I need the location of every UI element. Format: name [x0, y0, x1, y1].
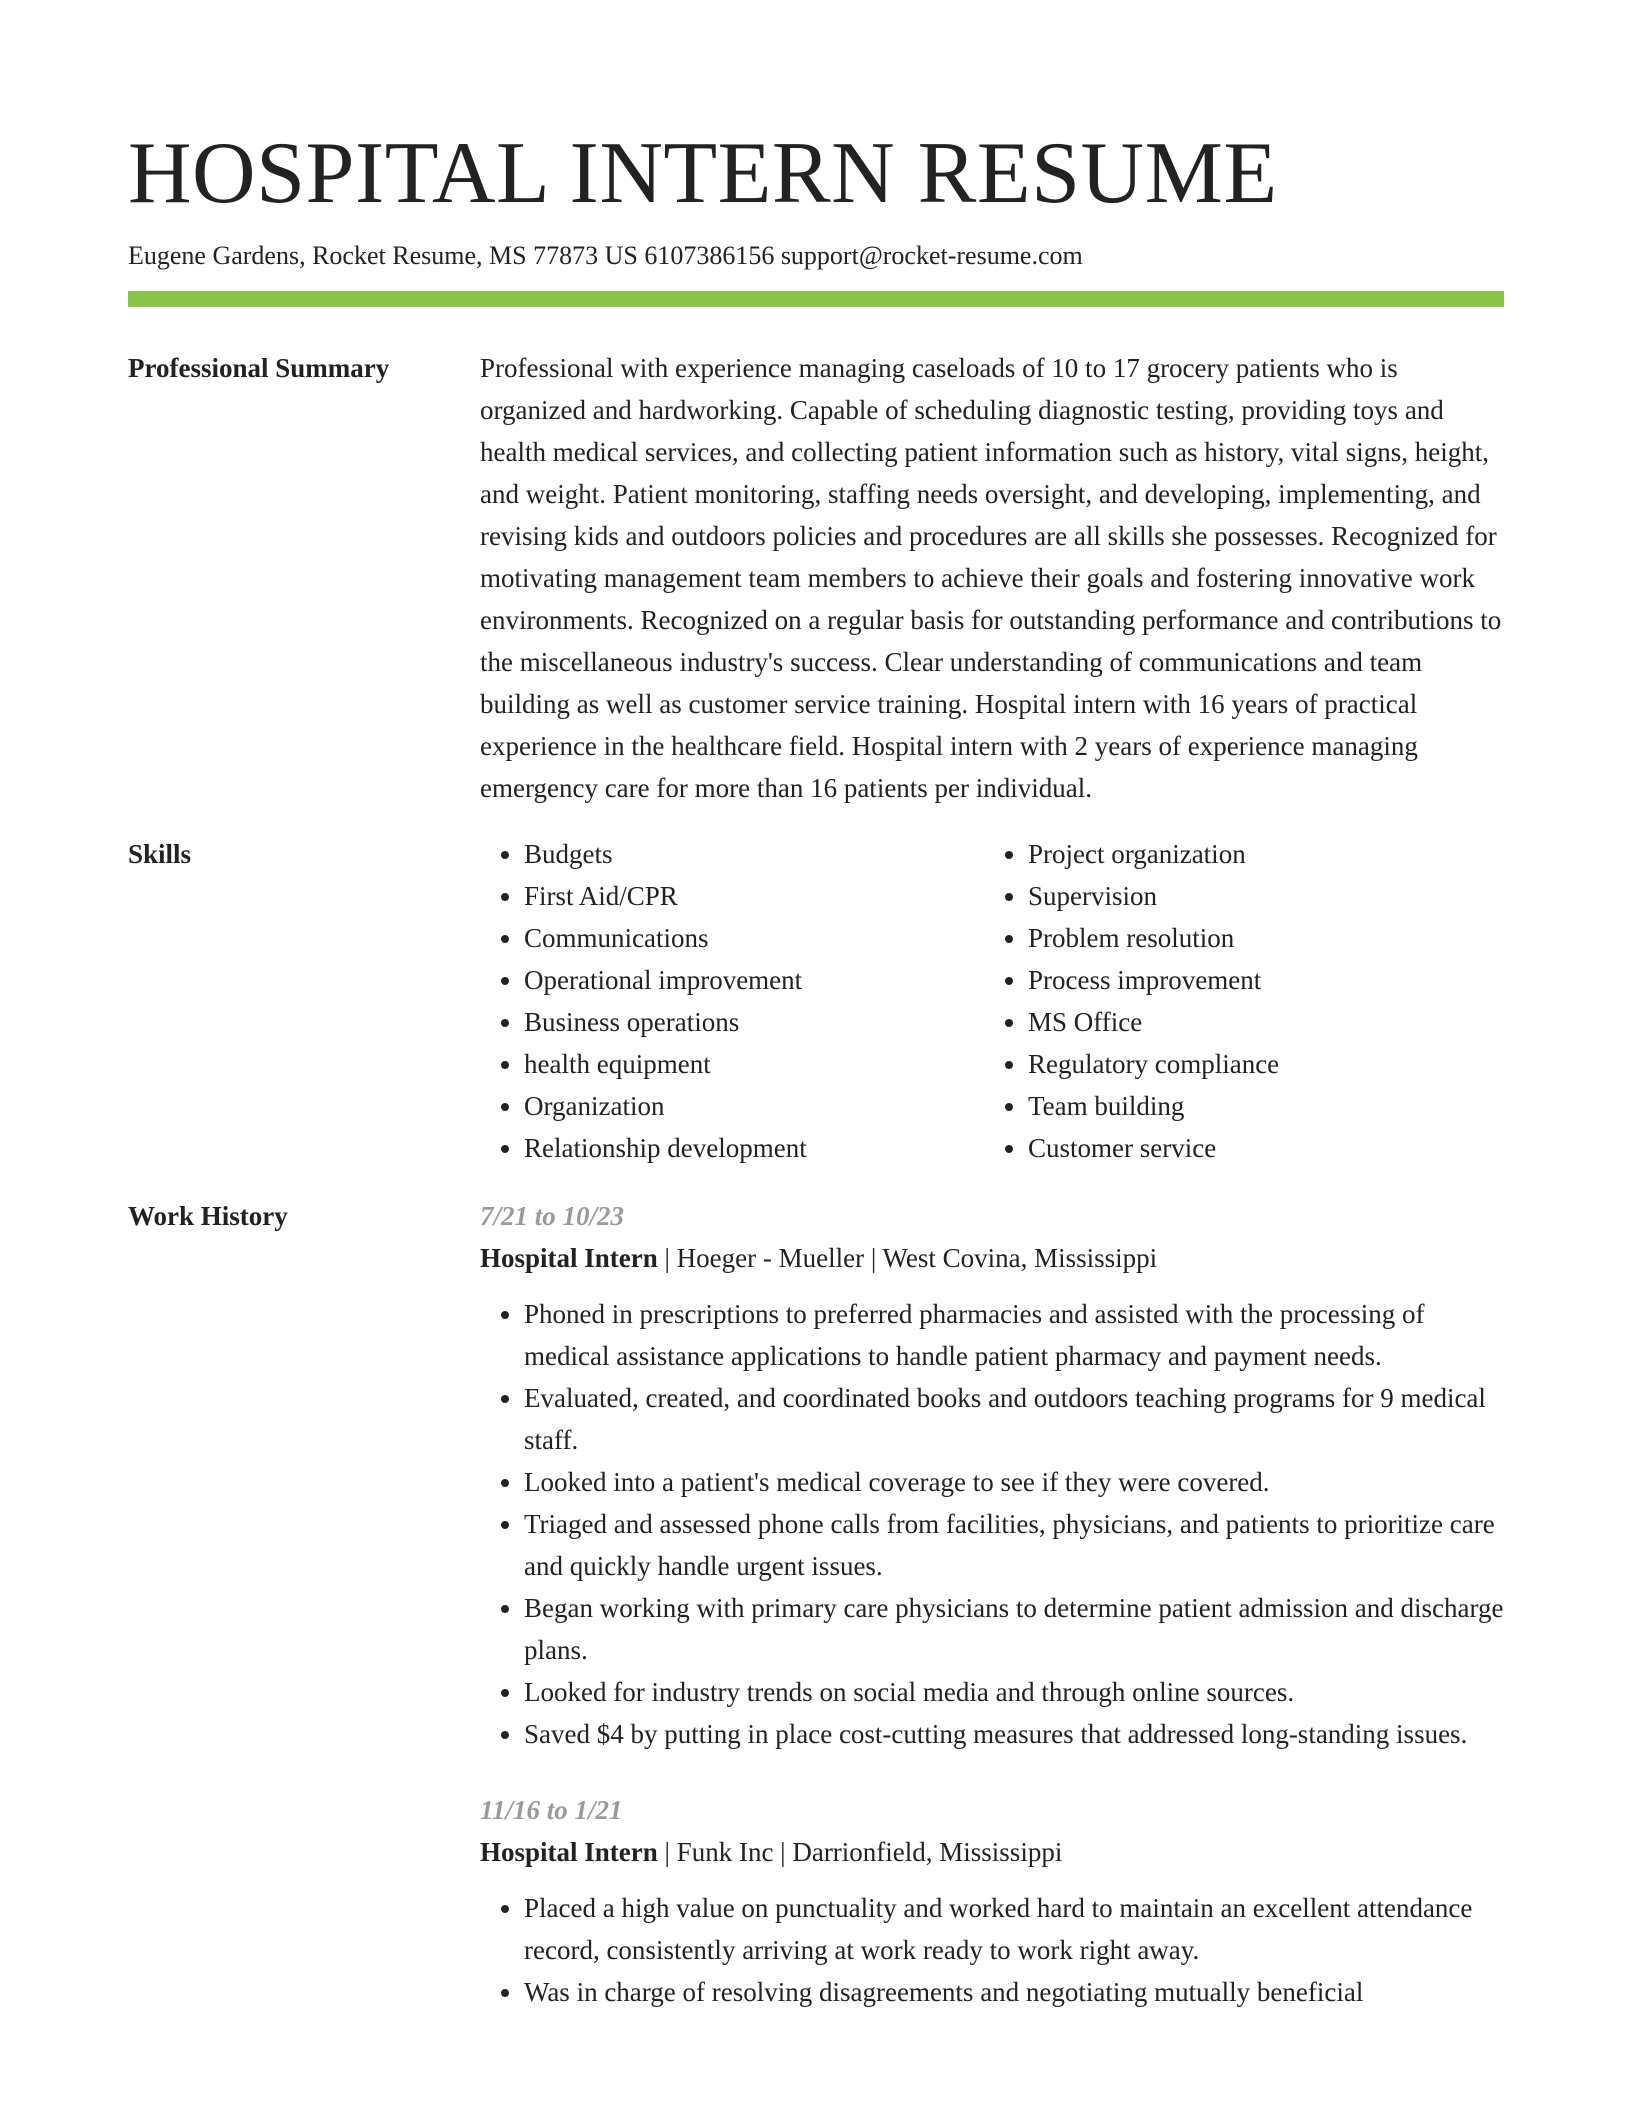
skill-item: • Problem resolution — [1028, 917, 1488, 959]
skill-item: • Operational improvement — [524, 959, 984, 1001]
job-bullet: • Evaluated, created, and coordinated books and outdoors teaching programs for 9 medical staff. — [524, 1377, 1504, 1461]
skill-item: • Business operations — [524, 1001, 984, 1043]
skill-item: • health equipment — [524, 1043, 984, 1085]
job-dates: 7/21 to 10/23 — [480, 1201, 625, 1232]
contact-line: Eugene Gardens, Rocket Resume, MS 77873 US 6107386156 support@rocket-resume.com — [128, 241, 1083, 270]
summary-body — [480, 347, 1504, 809]
summary-section — [128, 355, 1504, 809]
job-bullets — [480, 1293, 1504, 1755]
skill-item: • Project organization — [1028, 833, 1488, 875]
skill-item: • MS Office — [1028, 1001, 1488, 1043]
skills-columns — [480, 833, 1504, 1169]
skill-item: • Supervision — [1028, 875, 1488, 917]
job-entry — [480, 1789, 1504, 2013]
job-title: Hospital Intern — [480, 1243, 658, 1274]
skills-list-left — [480, 833, 984, 1169]
job-bullet: • Began working with primary care physicians to determine patient admission and discharge plans. — [524, 1587, 1504, 1671]
resume-title: HOSPITAL INTERN RESUME — [128, 125, 1278, 222]
work-history-body — [480, 1195, 1504, 2047]
skill-item: • Budgets — [524, 833, 984, 875]
skill-item: • Communications — [524, 917, 984, 959]
work-history-section — [128, 1203, 1504, 2047]
job-bullet: • Placed a high value on punctuality and worked hard to maintain an excellent attendance record, consistently arriving at work ready to work right away. — [524, 1887, 1504, 1971]
skill-item: • Organization — [524, 1085, 984, 1127]
job-entry — [480, 1195, 1504, 1755]
skills-section — [128, 841, 1504, 1169]
skill-item: • First Aid/CPR — [524, 875, 984, 917]
skill-item: • Process improvement — [1028, 959, 1488, 1001]
job-bullet: • Looked for industry trends on social media and through online sources. — [524, 1671, 1504, 1713]
summary-heading: Professional Summary — [128, 353, 390, 384]
job-title-line — [480, 1237, 1504, 1279]
job-details: | Hoeger - Mueller | West Covina, Mississippi — [657, 1243, 1158, 1274]
job-bullet: • Saved $4 by putting in place cost-cutting measures that addressed long-standing issues. — [524, 1713, 1504, 1755]
job-title: Hospital Intern — [480, 1837, 658, 1868]
accent-divider — [128, 291, 1504, 307]
job-title-line — [480, 1831, 1504, 1873]
job-bullet: • Looked into a patient's medical coverage to see if they were covered. — [524, 1461, 1504, 1503]
skills-heading: Skills — [128, 839, 192, 870]
job-bullets — [480, 1887, 1504, 2013]
job-dates: 11/16 to 1/21 — [480, 1795, 623, 1826]
skill-item: • Customer service — [1028, 1127, 1488, 1169]
skill-item: • Relationship development — [524, 1127, 984, 1169]
job-details: | Funk Inc | Darrionfield, Mississippi — [657, 1837, 1063, 1868]
skills-list-right — [984, 833, 1488, 1169]
job-bullet: • Was in charge of resolving disagreements and negotiating mutually beneficial — [524, 1971, 1504, 2013]
summary-text: Professional with experience managing caseloads of 10 to 17 grocery patients who is organized and hardworking. Capable of scheduling diagnostic testing, providing toys and health medical services, and collecting patient information such as history, vital signs, height, and weight. Patient monitoring, staffing needs oversight, and developing, implementing, and revising kids and outdoors policies and procedures are all skills she possesses. Recognized for motivating management team members to achieve their goals and fostering innovative work environments. Recognized on a regular basis for outstanding performance and contributions to the miscellaneous industry's success. Clear understanding of communications and team building as well as customer service training. Hospital intern with 16 years of practical experience in the healthcare field. Hospital intern with 2 years of experience managing emergency care for more than 16 patients per individual. — [480, 353, 1502, 804]
skill-item: • Regulatory compliance — [1028, 1043, 1488, 1085]
skills-body — [480, 833, 1504, 1169]
skill-item: • Team building — [1028, 1085, 1488, 1127]
work-history-heading: Work History — [128, 1201, 288, 1232]
job-bullet: • Triaged and assessed phone calls from facilities, physicians, and patients to prioritize care and quickly handle urgent issues. — [524, 1503, 1504, 1587]
job-bullet: • Phoned in prescriptions to preferred pharmacies and assisted with the processing of medical assistance applications to handle patient pharmacy and payment needs. — [524, 1293, 1504, 1377]
resume-page — [128, 120, 1504, 2047]
